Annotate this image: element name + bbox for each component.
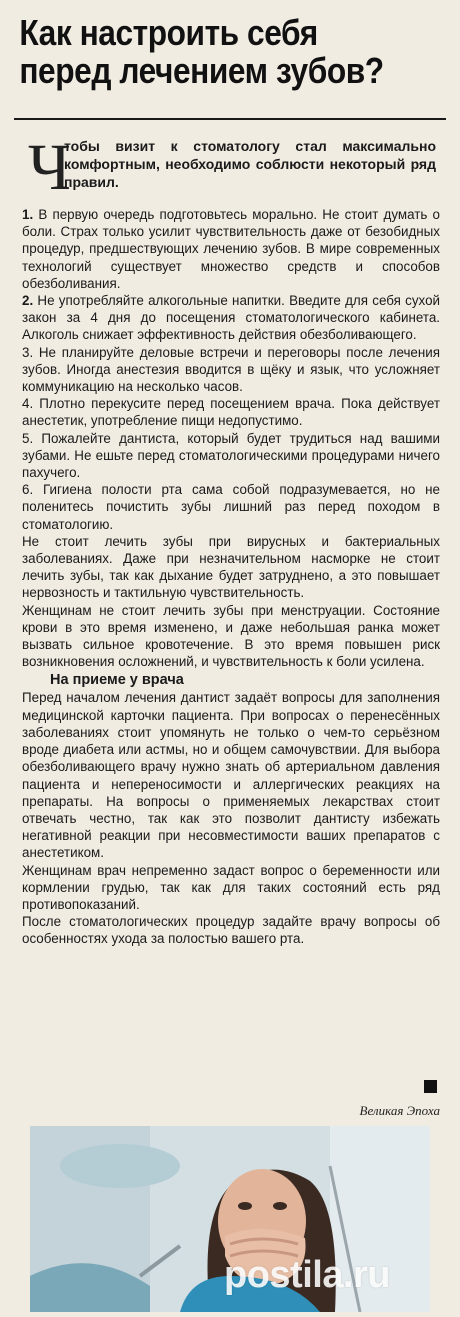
- subheading: На приеме у врача: [50, 672, 184, 689]
- drop-cap: Ч: [28, 131, 71, 204]
- paragraph-2-text: Не употребляйте алкогольные напитки. Введите для себя сухой закон за 4 дня до посещения стоматологического кабинета. Алкоголь снижает эффективность действия обезболивающего.: [22, 293, 440, 343]
- title-divider: [14, 118, 446, 120]
- title-line-1: Как настроить себя: [19, 12, 318, 53]
- article-title: [0, 0, 447, 90]
- article-body: [22, 206, 440, 948]
- paragraph-reception: Перед началом лечения дантист задаёт вопросы для заполнения медицинской карточки пациента. При вопросах о перенесённых заболеваниях стоит упомянуть не только о чем-то серьёзном вроде диабета или астмы, но и общем самочувствии. Для выбора обезболивающего врачу нужно знать об артериальном давления пациента и непереносимости и аллергических реакциях на препараты. На вопросы о применяемых лекарствах стоит отвечать честно, так как это позволит дантисту избежать негативной реакции при несовместимости ваших препаратов с анестетиком.: [22, 690, 440, 861]
- paragraph-pregnancy: Женщинам врач непременно задаст вопрос о беременности или кормлении грудью, так как для таких состояний есть ряд противопоказаний.: [22, 862, 440, 912]
- paragraph-2: [22, 292, 440, 344]
- paragraph-1-number: 1.: [22, 207, 34, 222]
- lead-text: тобы визит к стоматологу стал максимально комфортным, необходимо соблюсти некоторый ряд правил.: [64, 138, 436, 190]
- paragraph-5: 5. Пожалейте дантиста, который будет трудиться над вашими зубами. Не ешьте перед стоматологическими процедурами ничего пахучего.: [22, 430, 440, 481]
- signature: Великая Эпоха: [359, 1103, 440, 1118]
- paragraph-1-text: В первую очередь подготовьтесь морально. Не стоит думать о боли. Страх только усилит чувствительность даже от безобидных процедур, предшествующих лечению зубов. В мире современных технологий существует множество средств и способов обезболивания.: [22, 207, 440, 291]
- paragraph-3: 3. Не планируйте деловые встречи и переговоры после лечения зубов. Иногда анестезия вводится в щёку и язык, что усложняет коммуникацию на несколько часов.: [22, 344, 440, 395]
- paragraph-menstruation: Женщинам не стоит лечить зубы при менструации. Состояние крови в это время изменено, и даже небольшая ранка может вызвать сильное кровотечение. В это время повышен риск возникновения осложнений, и чувствительность к боли усилена.: [22, 602, 440, 670]
- paragraph-2-number: 2.: [22, 293, 34, 309]
- end-mark: [424, 1080, 437, 1093]
- lead-block: [26, 131, 436, 211]
- watermark: postila.ru: [224, 1254, 391, 1296]
- paragraph-4: 4. Плотно перекусите перед посещением врача. Пока действует анестетик, употребление пищи недопустимо.: [22, 396, 440, 429]
- title-line-2: перед лечением зубов?: [19, 50, 384, 91]
- paragraph-1: [22, 206, 440, 292]
- paragraph-6: 6. Гигиена полости рта сама собой подразумевается, но не поленитесь почистить зубы лишний раз перед походом в стоматологию.: [22, 482, 440, 532]
- paragraph-after: После стоматологических процедур задайте врачу вопросы об особенностях ухода за полостью вашего рта.: [22, 914, 440, 947]
- paragraph-viral: Не стоит лечить зубы при вирусных и бактериальных заболеваниях. Даже при незначительном насморке не стоит лечить зубы, так как дыхание будет затруднено, а это повышает нервозность и тактильную чувствительность.: [22, 533, 440, 601]
